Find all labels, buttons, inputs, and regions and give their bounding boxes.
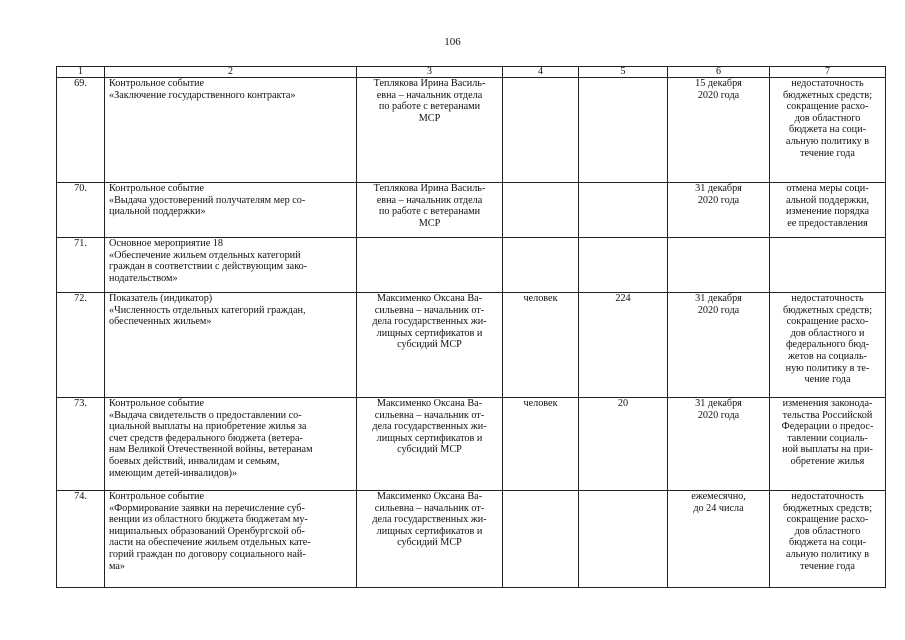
target-value [579,491,668,588]
unit-of-measure: человек [503,398,579,491]
responsible-person: Максименко Оксана Ва- сильевна – начальник от- дела государственных жи- лищных сертификатов и субсидий МСР [357,293,503,398]
target-value [579,78,668,183]
unit-of-measure [503,183,579,238]
deadline: 15 декабря 2020 года [668,78,770,183]
column-number: 4 [503,67,579,78]
row-number: 71. [57,238,105,293]
responsible-person: Теплякова Ирина Василь- евна – начальник отдела по работе с ветеранами МСР [357,78,503,183]
table-row [57,491,886,588]
risk: отмена меры соци- альной поддержки, изменение порядка ее предоставления [770,183,886,238]
row-number: 70. [57,183,105,238]
table-row [57,78,886,183]
measure-name: Основное мероприятие 18 «Обеспечение жильем отдельных категорий граждан в соответствии с действующим зако- нодательством» [105,238,357,293]
column-number: 3 [357,67,503,78]
column-number: 5 [579,67,668,78]
table-row [57,238,886,293]
responsible-person: Максименко Оксана Ва- сильевна – начальник от- дела государственных жи- лищных сертификатов и субсидий МСР [357,491,503,588]
table-row [57,398,886,491]
responsible-person: Теплякова Ирина Василь- евна – начальник отдела по работе с ветеранами МСР [357,183,503,238]
row-number: 74. [57,491,105,588]
risk: недостаточность бюджетных средств; сокращение расхо- дов областного бюджета на соци- альную политику в течение года [770,78,886,183]
deadline [668,238,770,293]
column-number-row [57,67,886,78]
responsible-person [357,238,503,293]
risk [770,238,886,293]
target-value: 20 [579,398,668,491]
row-number: 69. [57,78,105,183]
target-value [579,238,668,293]
responsible-person: Максименко Оксана Ва- сильевна – начальник от- дела государственных жи- лищных сертификатов и субсидий МСР [357,398,503,491]
unit-of-measure [503,238,579,293]
deadline: 31 декабря 2020 года [668,183,770,238]
column-number: 7 [770,67,886,78]
column-number: 6 [668,67,770,78]
column-number: 1 [57,67,105,78]
risk: недостаточность бюджетных средств; сокращение расхо- дов областного и федерального бюд- жетов на социаль- ную политику в те- чение года [770,293,886,398]
column-number: 2 [105,67,357,78]
measure-name: Контрольное событие «Выдача свидетельств о предоставлении со- циальной выплаты на приобретение жилья за счет средств федерального бюджета (ветера- нам Великой Отечественной войны, ветеранам боевых действий, инвалидам и семьям, имеющим детей-инвалидов)» [105,398,357,491]
row-number: 72. [57,293,105,398]
deadline: 31 декабря 2020 года [668,398,770,491]
table-row [57,183,886,238]
risk: недостаточность бюджетных средств; сокращение расхо- дов областного бюджета на соци- альную политику в течение года [770,491,886,588]
measure-name: Контрольное событие «Заключение государственного контракта» [105,78,357,183]
unit-of-measure [503,491,579,588]
risk: изменения законода- тельства Российской Федерации о предос- тавлении социаль- ной выплаты на при- обретение жилья [770,398,886,491]
target-value: 224 [579,293,668,398]
table-row [57,293,886,398]
page-number: 106 [444,36,461,48]
measure-name: Контрольное событие «Выдача удостоверений получателям мер со- циальной поддержки» [105,183,357,238]
deadline: ежемесячно, до 24 числа [668,491,770,588]
deadline: 31 декабря 2020 года [668,293,770,398]
unit-of-measure [503,78,579,183]
row-number: 73. [57,398,105,491]
measure-name: Контрольное событие «Формирование заявки на перечисление суб- венции из областного бюджета бюджетам му- ниципальных образований Оренбургской об- ласти на обеспечение жильем отдельных кате- горий граждан по договору социального най- ма» [105,491,357,588]
unit-of-measure: человек [503,293,579,398]
target-value [579,183,668,238]
measures-table [56,66,886,588]
measure-name: Показатель (индикатор) «Численность отдельных категорий граждан, обеспеченных жильем» [105,293,357,398]
